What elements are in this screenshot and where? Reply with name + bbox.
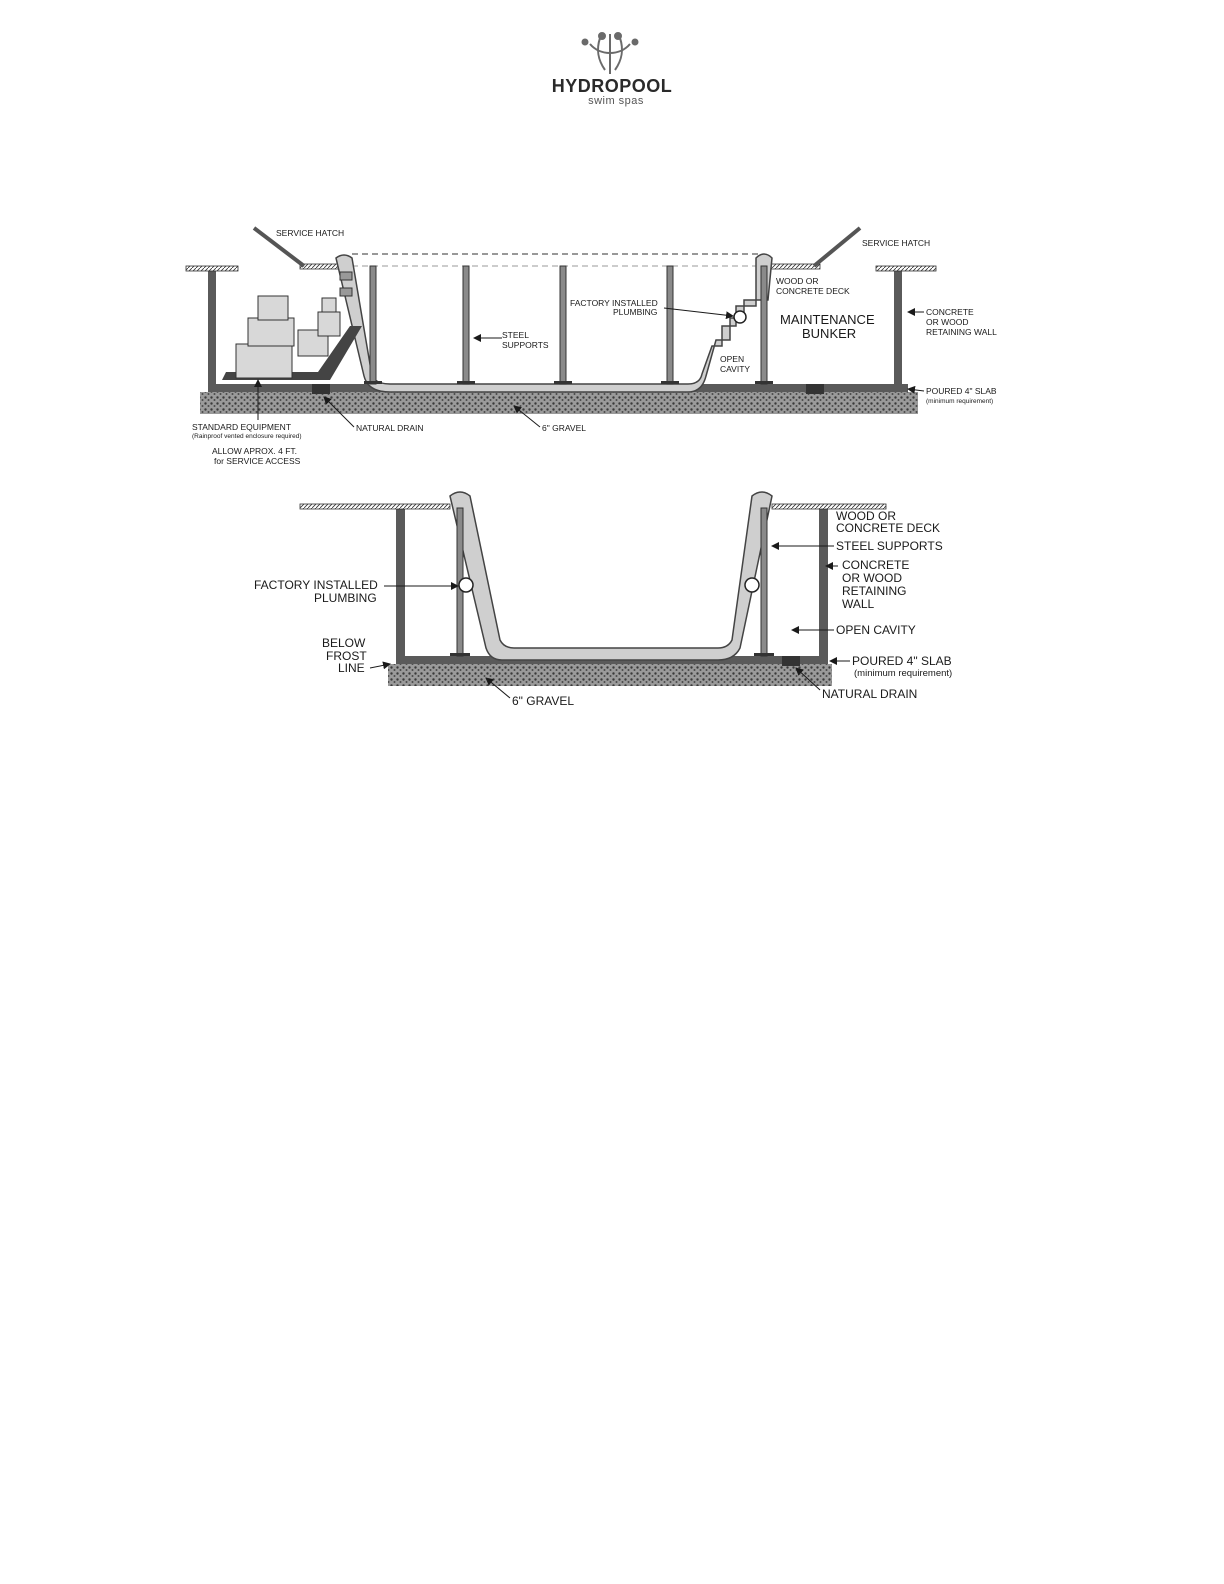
deck-right (876, 266, 936, 271)
natural-drain-bottom (782, 656, 800, 666)
natural-drain-right (806, 384, 824, 394)
label-concrete-deck: CONCRETE DECK (776, 286, 850, 296)
label-gravel: 6" GRAVEL (542, 423, 586, 433)
steel-supports-bottom (457, 508, 767, 656)
label-retaining-wall: RETAINING WALL (926, 327, 997, 337)
label-b-steel-supports: STEEL SUPPORTS (836, 539, 943, 553)
brand-tagline: swim spas (588, 95, 644, 107)
plumbing-fitting (734, 311, 746, 323)
label-b-wall: WALL (842, 597, 875, 611)
label-service-hatch-left: SERVICE HATCH (276, 228, 345, 238)
label-enclosure-note: (Rainproof vented enclosure required) (192, 433, 302, 440)
label-b-frost: FROST (326, 649, 367, 663)
label-b-factory-installed: FACTORY INSTALLED (254, 578, 378, 592)
label-allow-aprox: ALLOW APROX. 4 FT. (212, 446, 298, 456)
natural-drain-left (312, 384, 330, 394)
deck-left-bottom (300, 504, 450, 509)
label-service-access: for SERVICE ACCESS (214, 456, 301, 466)
label-min-req: (minimum requirement) (926, 398, 994, 405)
spa-shell-bottom (450, 492, 772, 660)
top-diagram (186, 228, 997, 466)
label-b-concrete: CONCRETE (842, 558, 910, 572)
label-factory-installed: FACTORY INSTALLED (570, 298, 658, 308)
plumbing-fitting-right (745, 578, 759, 592)
label-b-natural-drain: NATURAL DRAIN (822, 687, 918, 701)
label-maintenance: MAINTENANCE (780, 312, 875, 327)
label-standard-equipment: STANDARD EQUIPMENT (192, 422, 292, 432)
label-open: OPEN (720, 354, 745, 364)
label-b-gravel: 6" GRAVEL (512, 694, 575, 708)
label-steel: STEEL (502, 330, 529, 340)
label-b-plumbing: PLUMBING (314, 591, 377, 605)
retaining-wall-right (894, 270, 902, 388)
label-plumbing: PLUMBING (613, 307, 658, 317)
plumbing-fitting-left (459, 578, 473, 592)
label-or-wood: OR WOOD (926, 317, 969, 327)
label-b-retaining: RETAINING (842, 584, 907, 598)
label-concrete: CONCRETE (926, 307, 974, 317)
gravel-bed (200, 392, 918, 414)
deck-center-left (300, 264, 340, 269)
label-b-min-req: (minimum requirement) (854, 668, 953, 679)
label-b-or-wood: OR WOOD (842, 571, 902, 585)
retaining-wall-right-bottom (819, 508, 828, 660)
bottom-diagram (254, 492, 952, 708)
label-bunker: BUNKER (802, 326, 857, 341)
label-supports: SUPPORTS (502, 340, 549, 350)
label-b-wood-or: WOOD OR (836, 509, 896, 523)
label-service-hatch-right: SERVICE HATCH (862, 238, 931, 248)
label-b-concrete-deck: CONCRETE DECK (836, 521, 941, 535)
label-b-open-cavity: OPEN CAVITY (836, 623, 916, 637)
label-natural-drain: NATURAL DRAIN (356, 423, 424, 433)
label-b-below: BELOW (322, 636, 366, 650)
label-cavity: CAVITY (720, 364, 751, 374)
gravel-bed-bottom (388, 664, 832, 686)
deck-center-right (770, 264, 820, 269)
label-b-line: LINE (338, 661, 365, 675)
retaining-wall-left (208, 270, 216, 388)
label-wood-or: WOOD OR (776, 276, 819, 286)
retaining-wall-left-bottom (396, 508, 405, 660)
label-b-poured-slab: POURED 4" SLAB (852, 654, 952, 668)
service-hatch-right (814, 228, 860, 266)
label-poured-slab: POURED 4" SLAB (926, 386, 997, 396)
brand-name: HYDROPOOL (551, 76, 673, 96)
deck-left (186, 266, 238, 271)
spa-shell (336, 254, 772, 392)
